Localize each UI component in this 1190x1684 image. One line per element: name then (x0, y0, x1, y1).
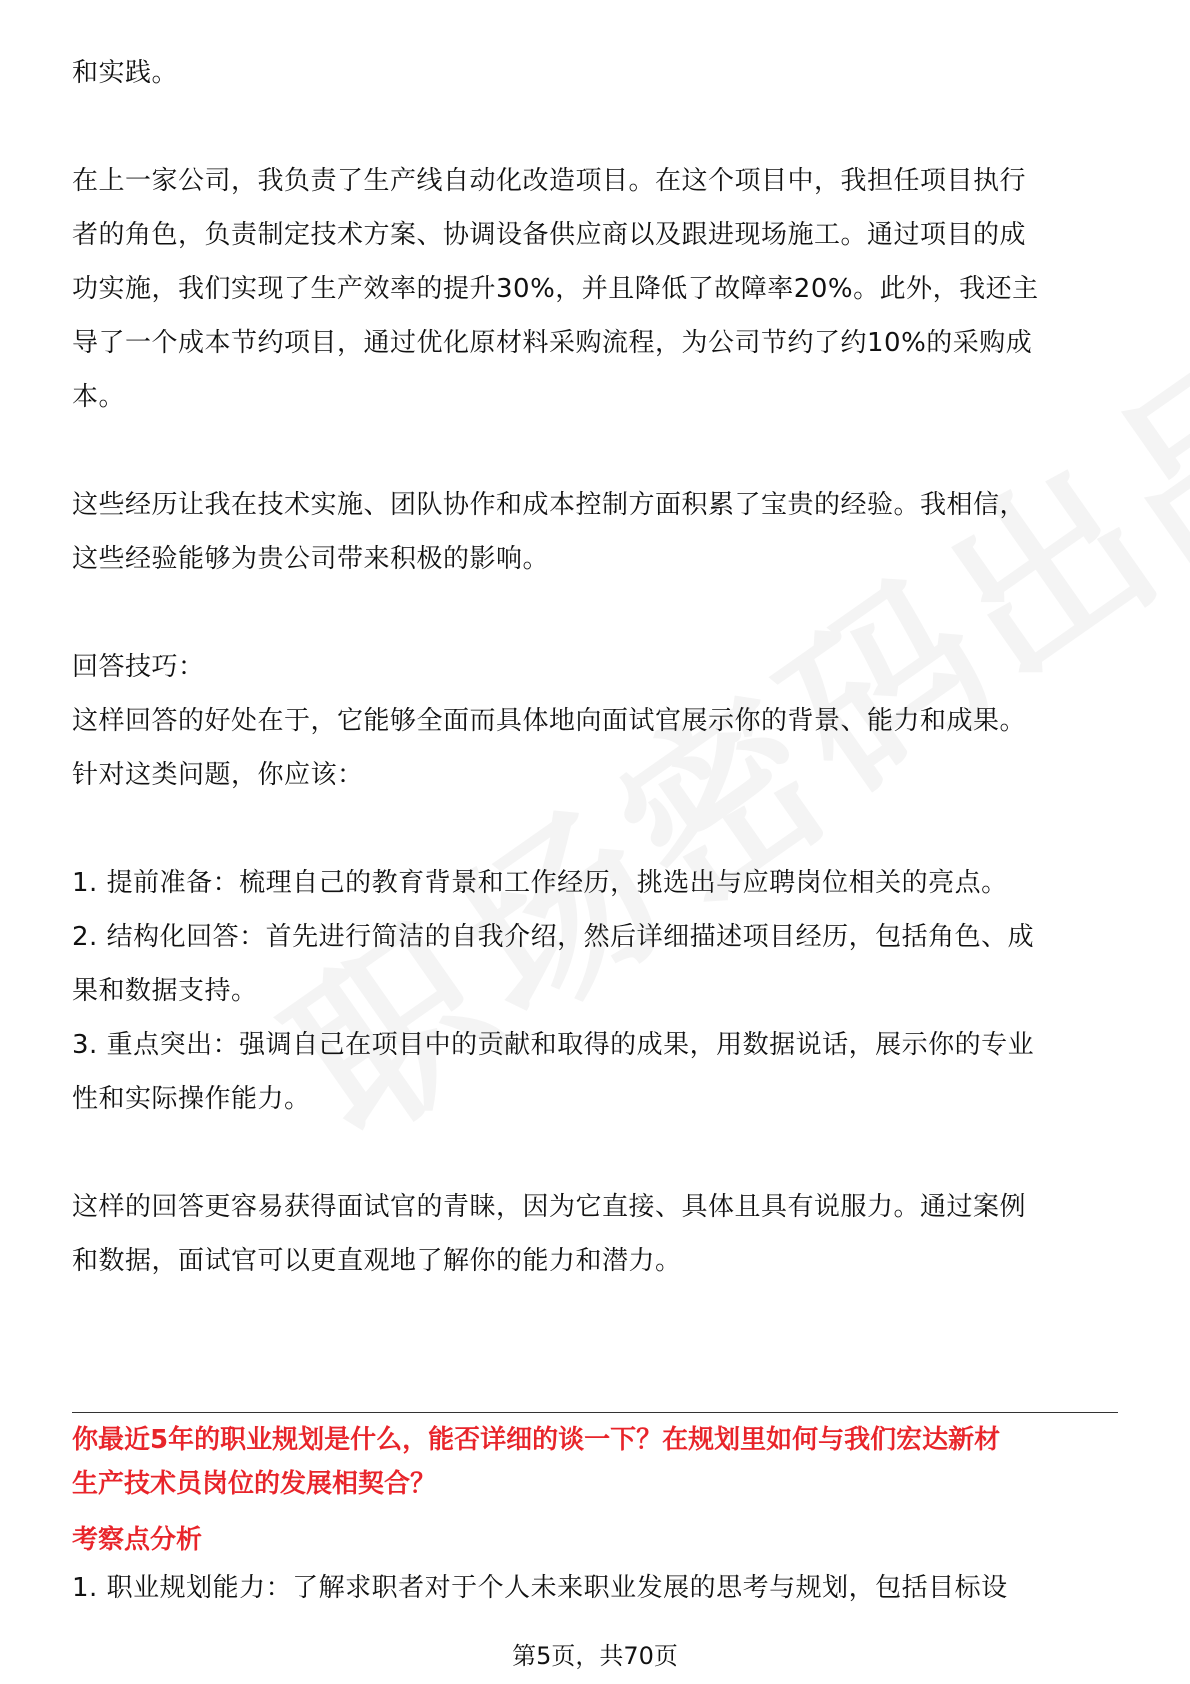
document-page (72, 0, 1118, 1288)
paragraph-line: 针对这类问题，你应该： (72, 760, 364, 790)
list-item: 2. 结构化回答：首先进行简洁的自我介绍，然后详细描述项目经历，包括角色、成 (72, 922, 1035, 952)
paragraph-line: 这些经验能够为贵公司带来积极的影响。 (72, 544, 550, 574)
paragraph-line: 这样回答的好处在于，它能够全面而具体地向面试官展示你的背景、能力和成果。 (72, 706, 1027, 736)
analysis-list-item: 1. 职业规划能力：了解求职者对于个人未来职业发展的思考与规划，包括目标设 (72, 1573, 1008, 1603)
list-item-continuation: 性和实际操作能力。 (72, 1084, 311, 1114)
list-item-continuation: 果和数据支持。 (72, 976, 258, 1006)
question-line: 你最近5年的职业规划是什么，能否详细的谈一下？在规划里如何与我们宏达新材 (72, 1425, 1001, 1455)
paragraph-line: 在上一家公司，我负责了生产线自动化改造项目。在这个项目中，我担任项目执行 (72, 166, 1027, 196)
paragraph-line: 和数据，面试官可以更直观地了解你的能力和潜力。 (72, 1246, 682, 1276)
paragraph-line: 导了一个成本节约项目，通过优化原材料采购流程，为公司节约了约10%的采购成 (72, 328, 1033, 358)
paragraph-line: 者的角色，负责制定技术方案、协调设备供应商以及跟进现场施工。通过项目的成 (72, 220, 1027, 250)
paragraph-line: 这样的回答更容易获得面试官的青睐，因为它直接、具体且具有说服力。通过案例 (72, 1192, 1027, 1222)
analysis-heading: 考察点分析 (72, 1525, 203, 1555)
page-number: 第5页，共70页 (512, 1642, 678, 1670)
paragraph-line: 功实施，我们实现了生产效率的提升30%，并且降低了故障率20%。此外，我还主 (72, 274, 1039, 304)
paragraph-line: 本。 (72, 382, 126, 412)
tips-title: 回答技巧： (72, 652, 205, 682)
paragraph-line: 这些经历让我在技术实施、团队协作和成本控制方面积累了宝贵的经验。我相信， (72, 490, 1027, 520)
list-item: 1. 提前准备：梳理自己的教育背景和工作经历，挑选出与应聘岗位相关的亮点。 (72, 868, 1008, 898)
paragraph-line: 和实践。 (72, 58, 179, 88)
question-heading (72, 1418, 1118, 1506)
list-item: 3. 重点突出：强调自己在项目中的贡献和取得的成果，用数据说话，展示你的专业 (72, 1030, 1035, 1060)
section-divider (72, 1412, 1118, 1413)
question-line: 生产技术员岗位的发展相契合？ (72, 1469, 437, 1499)
